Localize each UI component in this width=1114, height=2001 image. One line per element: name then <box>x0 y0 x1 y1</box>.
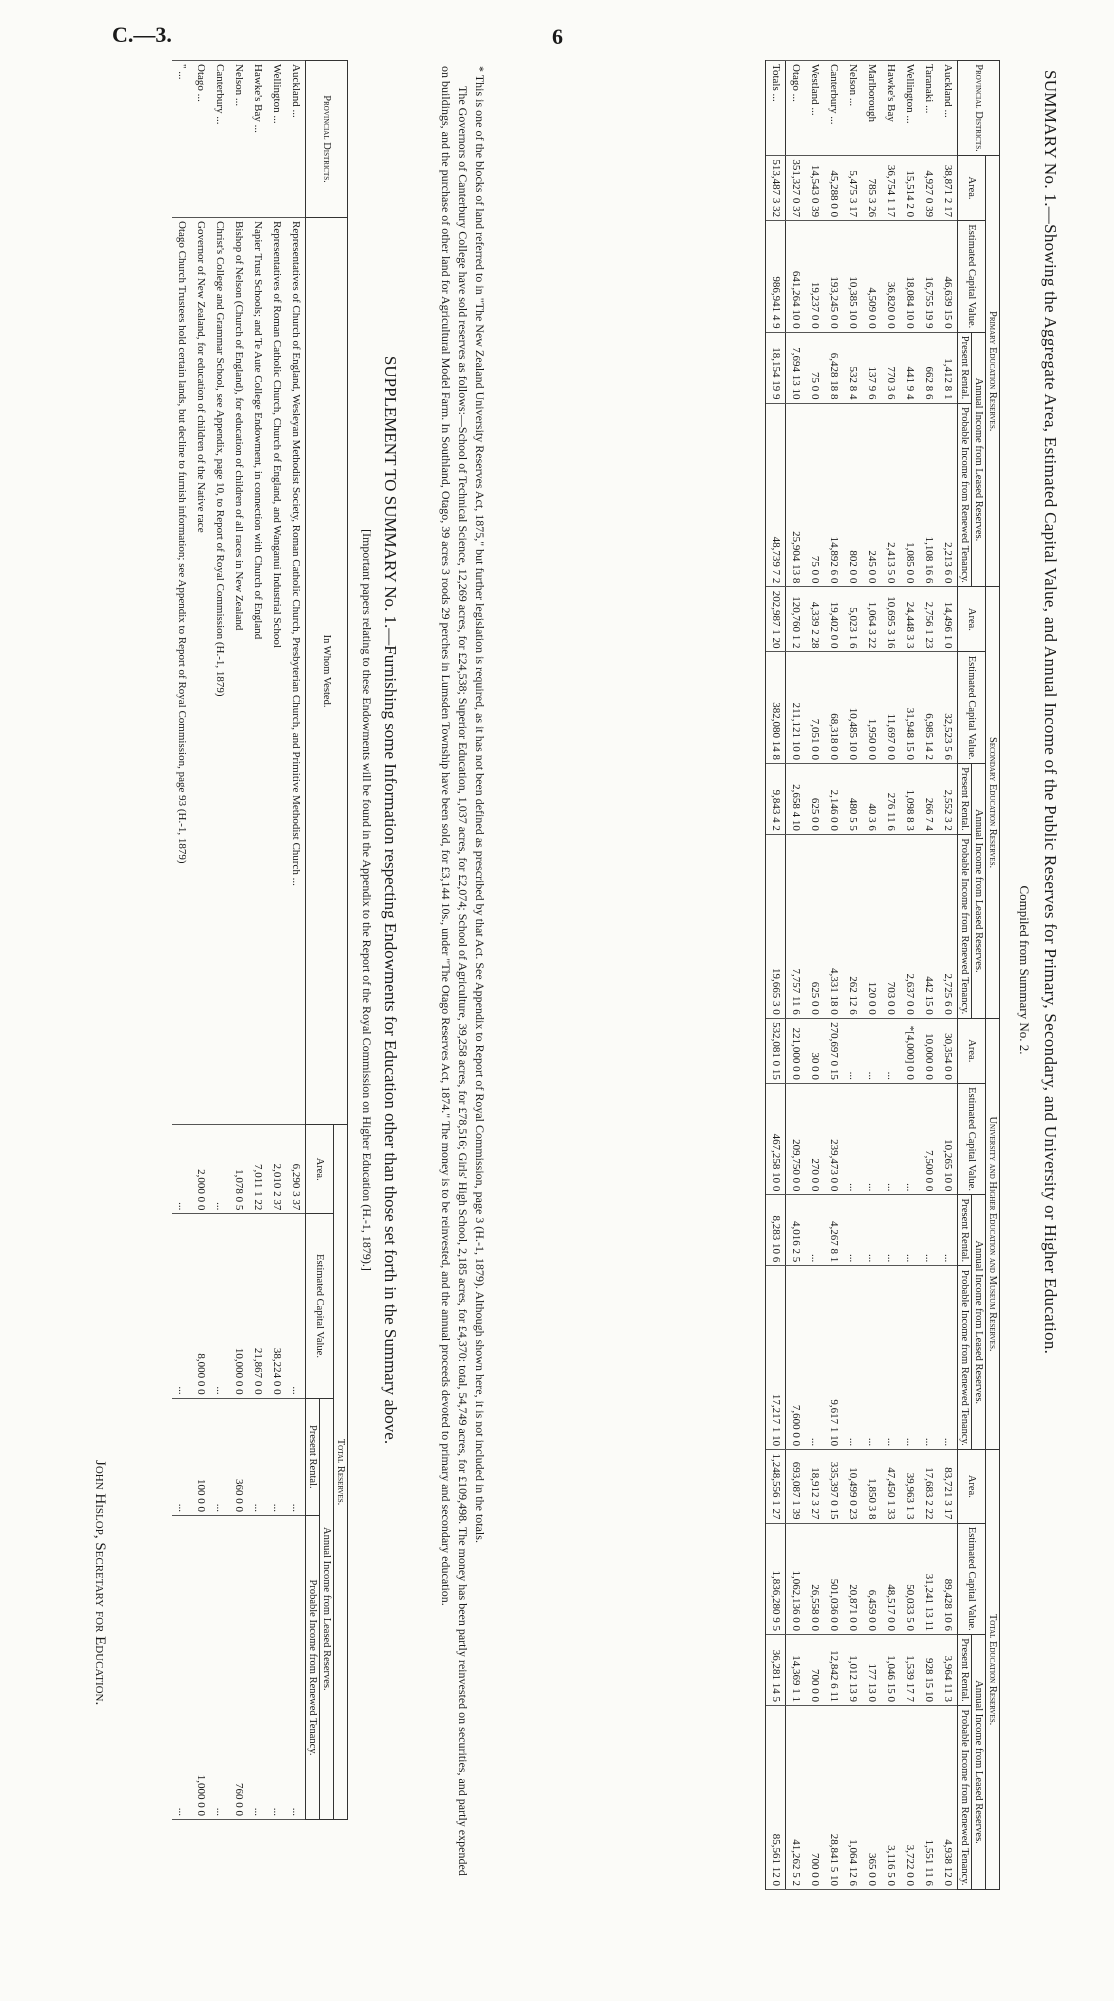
col-capital: Estimated Capital Value. <box>958 652 986 763</box>
cell-s-prob: 442 15 0 <box>919 834 938 1018</box>
cell-p-pres: 441 9 4 <box>900 332 919 403</box>
cell-u-prob: ... <box>938 1266 958 1450</box>
cell-cap: 21,867 0 0 <box>248 1214 267 1398</box>
cell-t-pres: 1,539 17 7 <box>900 1635 919 1706</box>
cell-vested: Otago Church Trustees hold certain lands, but decline to furnish information; see Appendix to Report of Royal Commission, page 93 (H.-1, 1879) <box>172 218 191 1125</box>
group-primary: Primary Education Reserves. <box>986 156 1000 587</box>
supplement-title: SUPPLEMENT TO SUMMARY No. 1.—Furnishing some Information respecting Endowments for Education other than those set forth in the Summary above. <box>381 355 400 1445</box>
cell-district: Hawke's Bay <box>881 61 900 156</box>
cell-u-cap: 270 0 0 <box>805 1083 824 1194</box>
cell-p-pres: 18,154 19 9 <box>766 332 786 403</box>
cell-p-cap: 36,820 0 0 <box>881 221 900 332</box>
cell-t-pres: 1,012 13 9 <box>843 1635 862 1706</box>
cell-t-prob: 3,116 5 0 <box>881 1705 900 1889</box>
cell-s-pres: 1,098 8 3 <box>900 763 919 834</box>
cell-s-area: 4,339 2 28 <box>805 587 824 652</box>
col-capital: Estimated Capital Value. <box>958 1523 986 1634</box>
col-income: Annual Income from Leased Reserves. <box>972 763 986 1018</box>
col-probable: Probable Income from Renewed Tenancy. <box>958 1266 972 1450</box>
cell-district: Wellington ... <box>267 61 286 218</box>
cell-u-prob: ... <box>900 1266 919 1450</box>
cell-p-pres: 1,412 8 1 <box>938 332 958 403</box>
rotated-page <box>68 60 1068 1990</box>
page-number: 6 <box>552 24 563 49</box>
col-capital: Estimated Capital Value. <box>958 221 986 332</box>
cell-s-pres: 276 11 6 <box>881 763 900 834</box>
cell-p-pres: 6,428 18 8 <box>824 332 843 403</box>
cell-u-cap: 7,500 0 0 <box>919 1083 938 1194</box>
cell-u-prob: ... <box>862 1266 881 1450</box>
cell-u-cap: ... <box>862 1083 881 1194</box>
cell-district: Nelson ... <box>229 61 248 218</box>
cell-t-cap: 1,062,136 0 0 <box>786 1523 806 1634</box>
cell-s-cap: 68,318 0 0 <box>824 652 843 763</box>
cell-pres: ... <box>248 1398 267 1515</box>
cell-u-area: ... <box>862 1018 881 1083</box>
cell-s-prob: 262 12 6 <box>843 834 862 1018</box>
table-row <box>938 61 958 1890</box>
cell-s-area: 10,695 3 16 <box>881 587 900 652</box>
table-row <box>229 61 248 1820</box>
col-probable: Probable Income from Renewed Tenancy. <box>958 1705 972 1889</box>
cell-u-prob: 7,600 0 0 <box>786 1266 806 1450</box>
cell-district: Canterbury ... <box>210 61 229 218</box>
cell-u-area: ... <box>843 1018 862 1083</box>
cell-p-area: 36,754 1 17 <box>881 156 900 221</box>
cell-s-cap: 382,080 14 8 <box>766 652 786 763</box>
cell-district: Marlborough <box>862 61 881 156</box>
cell-district: " ... <box>172 61 191 218</box>
cell-t-area: 47,450 1 33 <box>881 1450 900 1523</box>
cell-vested: Governor of New Zealand, for education of children of the Native race <box>191 218 210 1125</box>
col-area: Area. <box>958 1450 986 1523</box>
cell-t-cap: 6,459 0 0 <box>862 1523 881 1634</box>
supplement-table <box>172 60 348 1820</box>
cell-cap: 8,000 0 0 <box>191 1214 210 1398</box>
cell-pres: ... <box>210 1398 229 1515</box>
cell-s-area: 24,448 3 3 <box>900 587 919 652</box>
cell-p-area: 38,871 2 17 <box>938 156 958 221</box>
cell-area: 2,010 2 37 <box>267 1125 286 1214</box>
footnote: * This is one of the blocks of land referred to in "The New Zealand University Reserves Act, 1875," but further legislation is required, as it has not been defined as prescribed by that Act. See Appendix to Report of Royal Commission, page 3 (H.-1, 1879). Although shown here, it is not included in the totals. <box>473 66 487 1543</box>
footnote: The Governors of Canterbury College have sold reserves as follows:—School of Technical Science, 12,269 acres, for £24,538; Superior Education, 1,037 acres, for £2,074; School of Agriculture, 39,258 acres, for £78,516; Girls' High School, 2,185 acres, for £4,370: total, 54,749 acres, for £109,498. The money has been partly reinvested on securities, and partly expended on buildings, and the purchase of other land for Agricultural Model Farm. In Southland, Otago, 39 acres 3 roods 29 perches in Lumsden Township have been sold, for £3,144 10s., under "The Otago Reserves Act, 1874." The money is to be reinvested, and the annual proceeds devoted to primary and secondary education. <box>439 66 470 1876</box>
cell-cap: ... <box>210 1214 229 1398</box>
cell-s-area: 14,496 1 0 <box>938 587 958 652</box>
cell-u-pres: ... <box>862 1195 881 1266</box>
table-row <box>766 61 786 1890</box>
cell-p-area: 785 3 26 <box>862 156 881 221</box>
summary-subtitle: Compiled from Summary No. 2. <box>1017 885 1032 1055</box>
cell-s-area: 1,064 3 22 <box>862 587 881 652</box>
cell-prob: ... <box>286 1515 306 1819</box>
cell-u-pres: ... <box>805 1195 824 1266</box>
cell-p-prob: 802 0 0 <box>843 403 862 587</box>
cell-vested: Representatives of Church of England, Wesleyan Methodist Society, Roman Catholic Church, Presbyterian Church, and Primitive Methodist Church ... <box>286 218 306 1125</box>
cell-area: 7,011 1 22 <box>248 1125 267 1214</box>
cell-u-pres: 4,016 2 5 <box>786 1195 806 1266</box>
cell-t-prob: 41,262 5 2 <box>786 1705 806 1889</box>
cell-s-prob: 2,725 6 0 <box>938 834 958 1018</box>
col-area: Area. <box>958 1018 986 1083</box>
cell-s-area: 2,756 1 23 <box>919 587 938 652</box>
cell-t-area: 39,963 1 3 <box>900 1450 919 1523</box>
table-row <box>286 61 306 1820</box>
cell-s-area: 120,760 1 2 <box>786 587 806 652</box>
cell-p-prob: 75 0 0 <box>805 403 824 587</box>
table-row <box>172 61 191 1820</box>
cell-u-area: ... <box>881 1018 900 1083</box>
group-total: Total Education Reserves. <box>986 1450 1000 1890</box>
cell-u-area: 221,000 0 0 <box>786 1018 806 1083</box>
cell-s-prob: 4,331 18 0 <box>824 834 843 1018</box>
cell-prob: ... <box>210 1515 229 1819</box>
cell-t-area: 17,683 2 22 <box>919 1450 938 1523</box>
table-row <box>267 61 286 1820</box>
cell-u-prob: ... <box>843 1266 862 1450</box>
group-university: University and Higher Education and Museum Reserves. <box>986 1018 1000 1449</box>
col-capital: Estimated Capital Value. <box>306 1214 334 1398</box>
col-present: Present Rental. <box>958 332 972 403</box>
col-districts: Provincial Districts. <box>958 61 1000 156</box>
cell-district: Otago ... <box>786 61 806 156</box>
cell-t-area: 335,397 0 15 <box>824 1450 843 1523</box>
cell-t-area: 1,850 3 8 <box>862 1450 881 1523</box>
cell-u-pres: ... <box>843 1195 862 1266</box>
cell-p-area: 4,927 0 39 <box>919 156 938 221</box>
cell-p-cap: 10,385 10 0 <box>843 221 862 332</box>
cell-t-pres: 3,964 11 3 <box>938 1635 958 1706</box>
cell-u-area: 532,081 0 15 <box>766 1018 786 1083</box>
cell-t-cap: 501,036 0 0 <box>824 1523 843 1634</box>
cell-t-cap: 89,428 10 6 <box>938 1523 958 1634</box>
table-row <box>900 61 919 1890</box>
cell-s-prob: 703 0 0 <box>881 834 900 1018</box>
cell-district: Wellington ... <box>900 61 919 156</box>
table-row <box>919 61 938 1890</box>
cell-p-pres: 75 0 0 <box>805 332 824 403</box>
cell-t-area: 10,499 0 23 <box>843 1450 862 1523</box>
cell-t-pres: 14,369 1 1 <box>786 1635 806 1706</box>
cell-prob: ... <box>172 1515 191 1819</box>
cell-t-prob: 1,551 11 6 <box>919 1705 938 1889</box>
table-row <box>881 61 900 1890</box>
cell-t-area: 83,721 3 17 <box>938 1450 958 1523</box>
cell-prob: ... <box>267 1515 286 1819</box>
cell-t-prob: 85,561 12 0 <box>766 1705 786 1889</box>
cell-t-prob: 28,841 5 10 <box>824 1705 843 1889</box>
cell-cap: ... <box>172 1214 191 1398</box>
col-income: Annual Income from Leased Reserves. <box>972 332 986 587</box>
cell-vested: Napier Trust Schools; and Te Aute College Endowment, in connection with Church of England <box>248 218 267 1125</box>
cell-cap: ... <box>286 1214 306 1398</box>
table-row <box>248 61 267 1820</box>
cell-s-cap: 32,523 5 6 <box>938 652 958 763</box>
cell-s-area: 5,023 1 6 <box>843 587 862 652</box>
cell-u-pres: ... <box>919 1195 938 1266</box>
cell-u-prob: ... <box>805 1266 824 1450</box>
cell-t-prob: 4,938 12 0 <box>938 1705 958 1889</box>
signature: John Hislop, Secretary for Education. <box>92 1460 108 1706</box>
cell-p-cap: 46,639 15 0 <box>938 221 958 332</box>
cell-u-pres: ... <box>881 1195 900 1266</box>
cell-u-area: 10,000 0 0 <box>919 1018 938 1083</box>
cell-s-pres: 625 0 0 <box>805 763 824 834</box>
col-districts: Provincial Districts. <box>306 61 348 218</box>
col-present: Present Rental. <box>958 1635 972 1706</box>
cell-t-pres: 12,842 6 11 <box>824 1635 843 1706</box>
col-income: Annual Income from Leased Reserves. <box>320 1398 334 1819</box>
cell-s-pres: 2,146 0 0 <box>824 763 843 834</box>
cell-u-pres: 4,267 8 1 <box>824 1195 843 1266</box>
cell-s-area: 202,987 1 20 <box>766 587 786 652</box>
table-row <box>210 61 229 1820</box>
col-income: Annual Income from Leased Reserves. <box>972 1635 986 1890</box>
table-row <box>843 61 862 1890</box>
cell-t-pres: 1,046 15 0 <box>881 1635 900 1706</box>
cell-cap: 38,224 0 0 <box>267 1214 286 1398</box>
cell-prob: 760 0 0 <box>229 1515 248 1819</box>
cell-u-cap: 10,265 10 0 <box>938 1083 958 1194</box>
cell-s-pres: 40 3 6 <box>862 763 881 834</box>
cell-u-cap: 467,258 10 0 <box>766 1083 786 1194</box>
footnotes <box>437 66 488 1886</box>
cell-p-cap: 4,509 0 0 <box>862 221 881 332</box>
cell-u-pres: 8,283 10 6 <box>766 1195 786 1266</box>
cell-area: ... <box>210 1125 229 1214</box>
col-income: Annual Income from Leased Reserves. <box>972 1195 986 1450</box>
cell-p-prob: 25,904 13 8 <box>786 403 806 587</box>
cell-t-prob: 3,722 0 0 <box>900 1705 919 1889</box>
cell-u-area: *[4,000] 0 0 <box>900 1018 919 1083</box>
cell-u-cap: ... <box>881 1083 900 1194</box>
cell-s-prob: 7,757 11 6 <box>786 834 806 1018</box>
cell-t-cap: 1,836,280 9 5 <box>766 1523 786 1634</box>
cell-p-cap: 18,084 10 0 <box>900 221 919 332</box>
cell-area: 2,000 0 0 <box>191 1125 210 1214</box>
col-probable: Probable Income from Renewed Tenancy. <box>958 403 972 587</box>
cell-s-area: 19,402 0 0 <box>824 587 843 652</box>
cell-vested: Christ's College and Grammar School, see Appendix, page 10, to Report of Royal Commission (H.-1, 1879) <box>210 218 229 1125</box>
cell-district: Nelson ... <box>843 61 862 156</box>
col-probable: Probable Income from Renewed Tenancy. <box>958 834 972 1018</box>
cell-t-pres: 928 15 10 <box>919 1635 938 1706</box>
cell-t-prob: 1,064 12 6 <box>843 1705 862 1889</box>
cell-district: Auckland ... <box>938 61 958 156</box>
table-row <box>786 61 806 1890</box>
cell-district: Totals ... <box>766 61 786 156</box>
cell-u-area: 30 0 0 <box>805 1018 824 1083</box>
col-area: Area. <box>958 587 986 652</box>
cell-t-prob: 700 0 0 <box>805 1705 824 1889</box>
cell-s-cap: 10,485 10 0 <box>843 652 862 763</box>
table-row <box>862 61 881 1890</box>
cell-district: Hawke's Bay ... <box>248 61 267 218</box>
cell-p-area: 5,475 3 17 <box>843 156 862 221</box>
cell-t-pres: 36,281 14 5 <box>766 1635 786 1706</box>
cell-p-pres: 7,694 13 10 <box>786 332 806 403</box>
cell-p-prob: 2,213 6 0 <box>938 403 958 587</box>
group-secondary: Secondary Education Reserves. <box>986 587 1000 1018</box>
cell-pres: 100 0 0 <box>191 1398 210 1515</box>
cell-p-area: 14,543 0 39 <box>805 156 824 221</box>
cell-s-cap: 6,985 14 2 <box>919 652 938 763</box>
cell-prob: 1,000 0 0 <box>191 1515 210 1819</box>
cell-p-area: 45,288 0 0 <box>824 156 843 221</box>
cell-p-prob: 14,892 6 0 <box>824 403 843 587</box>
cell-p-cap: 16,755 19 9 <box>919 221 938 332</box>
cell-pres: ... <box>286 1398 306 1515</box>
col-area: Area. <box>958 156 986 221</box>
cell-s-cap: 31,948 15 0 <box>900 652 919 763</box>
cell-p-pres: 137 9 6 <box>862 332 881 403</box>
cell-t-cap: 48,517 0 0 <box>881 1523 900 1634</box>
cell-s-cap: 1,950 0 0 <box>862 652 881 763</box>
cell-p-area: 513,487 3 32 <box>766 156 786 221</box>
cell-p-cap: 193,245 0 0 <box>824 221 843 332</box>
cell-u-cap: 209,750 0 0 <box>786 1083 806 1194</box>
group-total: Total Reserves. <box>334 1125 348 1820</box>
cell-area: ... <box>172 1125 191 1214</box>
table-row <box>824 61 843 1890</box>
cell-p-prob: 1,085 0 0 <box>900 403 919 587</box>
cell-p-cap: 19,237 0 0 <box>805 221 824 332</box>
table-row <box>191 61 210 1820</box>
cell-p-pres: 770 3 6 <box>881 332 900 403</box>
col-present: Present Rental. <box>958 1195 972 1266</box>
cell-vested: Representatives of Roman Catholic Church, Church of England, and Wanganui Industrial School <box>267 218 286 1125</box>
cell-p-cap: 986,941 4 9 <box>766 221 786 332</box>
cell-t-pres: 700 0 0 <box>805 1635 824 1706</box>
cell-p-area: 15,514 2 0 <box>900 156 919 221</box>
supplement-subtitle: [Important papers relating to these Endowments will be found in the Appendix to the Report of the Royal Commission on Higher Education (H.-1, 1879).] <box>360 529 374 1271</box>
col-vested: In Whom Vested. <box>306 218 348 1125</box>
cell-district: Taranaki ... <box>919 61 938 156</box>
cell-s-prob: 2,637 0 0 <box>900 834 919 1018</box>
cell-prob: ... <box>248 1515 267 1819</box>
cell-u-pres: ... <box>938 1195 958 1266</box>
cell-s-cap: 7,051 0 0 <box>805 652 824 763</box>
cell-district: Otago ... <box>191 61 210 218</box>
col-probable: Probable Income from Renewed Tenancy. <box>306 1515 320 1819</box>
col-capital: Estimated Capital Value. <box>958 1083 986 1194</box>
cell-t-area: 18,912 3 27 <box>805 1450 824 1523</box>
cell-u-prob: 17,217 1 10 <box>766 1266 786 1450</box>
cell-t-cap: 50,033 5 0 <box>900 1523 919 1634</box>
cell-u-cap: 239,473 0 0 <box>824 1083 843 1194</box>
cell-p-prob: 1,108 16 6 <box>919 403 938 587</box>
cell-t-area: 1,248,556 1 27 <box>766 1450 786 1523</box>
cell-u-cap: ... <box>900 1083 919 1194</box>
cell-t-cap: 31,241 13 11 <box>919 1523 938 1634</box>
summary-title: SUMMARY No. 1.—Showing the Aggregate Area, Estimated Capital Value, and Annual Income of the Public Reserves for Primary, Secondary, and University or Higher Education. <box>1041 70 1060 1355</box>
cell-t-cap: 26,558 0 0 <box>805 1523 824 1634</box>
cell-t-area: 693,087 1 39 <box>786 1450 806 1523</box>
cell-s-pres: 2,552 3 2 <box>938 763 958 834</box>
cell-s-pres: 2,658 4 10 <box>786 763 806 834</box>
cell-s-pres: 480 5 5 <box>843 763 862 834</box>
cell-u-prob: ... <box>919 1266 938 1450</box>
cell-p-prob: 245 0 0 <box>862 403 881 587</box>
cell-district: Auckland ... <box>286 61 306 218</box>
cell-district: Canterbury ... <box>824 61 843 156</box>
cell-p-pres: 662 8 6 <box>919 332 938 403</box>
cell-s-cap: 11,697 0 0 <box>881 652 900 763</box>
col-area: Area. <box>306 1125 334 1214</box>
cell-p-area: 351,327 0 37 <box>786 156 806 221</box>
cell-s-prob: 120 0 0 <box>862 834 881 1018</box>
cell-area: 1,078 0 5 <box>229 1125 248 1214</box>
cell-p-cap: 641,264 10 0 <box>786 221 806 332</box>
cell-t-cap: 20,871 0 0 <box>843 1523 862 1634</box>
cell-p-prob: 48,739 7 2 <box>766 403 786 587</box>
cell-pres: ... <box>172 1398 191 1515</box>
col-present: Present Rental. <box>306 1398 320 1515</box>
cell-area: 6,290 3 37 <box>286 1125 306 1214</box>
cell-u-cap: ... <box>843 1083 862 1194</box>
summary-table <box>765 60 1000 1890</box>
cell-pres: ... <box>267 1398 286 1515</box>
cell-p-pres: 532 8 4 <box>843 332 862 403</box>
table-row <box>805 61 824 1890</box>
cell-t-prob: 365 0 0 <box>862 1705 881 1889</box>
cell-u-prob: ... <box>881 1266 900 1450</box>
cell-u-pres: ... <box>900 1195 919 1266</box>
cell-vested: Bishop of Nelson (Church of England), for education of children of all races in New Zealand <box>229 218 248 1125</box>
cell-cap: 10,000 0 0 <box>229 1214 248 1398</box>
page-reference: C.—3. <box>112 22 172 47</box>
col-present: Present Rental. <box>958 763 972 834</box>
cell-s-prob: 625 0 0 <box>805 834 824 1018</box>
cell-s-prob: 19,665 3 0 <box>766 834 786 1018</box>
cell-t-pres: 177 13 0 <box>862 1635 881 1706</box>
cell-district: Westland ... <box>805 61 824 156</box>
cell-u-area: 30,354 0 0 <box>938 1018 958 1083</box>
cell-u-prob: 9,617 1 10 <box>824 1266 843 1450</box>
cell-s-pres: 9,843 4 2 <box>766 763 786 834</box>
cell-u-area: 270,697 0 15 <box>824 1018 843 1083</box>
cell-s-cap: 211,121 10 0 <box>786 652 806 763</box>
cell-pres: 360 0 0 <box>229 1398 248 1515</box>
cell-p-prob: 2,413 5 0 <box>881 403 900 587</box>
cell-s-pres: 266 7 4 <box>919 763 938 834</box>
